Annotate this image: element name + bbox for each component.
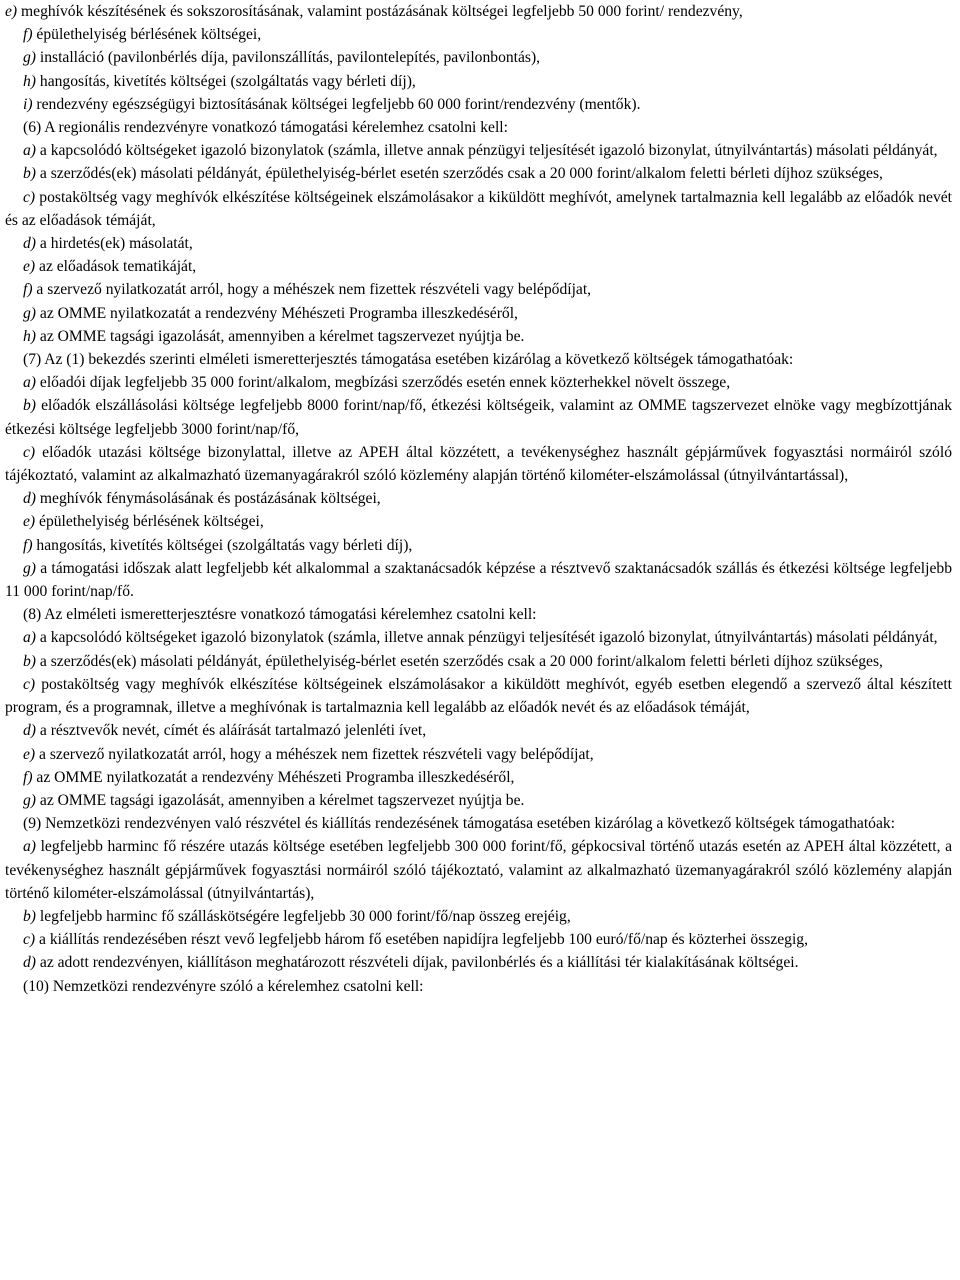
- item-label: b): [23, 907, 36, 925]
- item-text: (6) A regionális rendezvényre vonatkozó támogatási kérelemhez csatolni kell:: [23, 119, 508, 137]
- list-item: [5, 789, 952, 812]
- item-text: az adott rendezvényen, kiállításon meghatározott részvételi díjak, pavilonbérlés és a kiállítási tér kialakításának költségei.: [36, 954, 799, 972]
- item-text: rendezvény egészségügyi biztosításának költségei legfeljebb 60 000 forint/rendezvény (mentők).: [32, 95, 641, 113]
- item-text: legfeljebb harminc fő szálláskötségére legfeljebb 30 000 forint/fő/nap összeg erejéig,: [36, 907, 571, 925]
- item-text: előadók utazási költsége bizonylattal, illetve az APEH által közzétett, a tevékenységhez használt gépjárművek fogyasztási normáiról szóló tájékoztató, valamint az alkalmazható üzemanyagárakról szóló közlemény alapján történő kilométer-elszámolással (útnyilvántartással),: [5, 443, 952, 485]
- item-text: a szervező nyilatkozatát arról, hogy a méhészek nem fizettek részvételi vagy belépődíjat,: [32, 281, 592, 299]
- item-label: c): [23, 188, 36, 206]
- item-text: a hirdetés(ek) másolatát,: [36, 235, 193, 253]
- item-text: hangosítás, kivetítés költségei (szolgáltatás vagy bérleti díj),: [36, 72, 416, 90]
- item-label: a): [23, 142, 36, 160]
- item-text: meghívók készítésének és sokszorosításának, valamint postázásának költségei legfeljebb 50 000 forint/ rendezvény,: [17, 3, 743, 20]
- list-item: [5, 626, 952, 649]
- item-text: meghívók fénymásolásának és postázásának költségei,: [36, 490, 381, 508]
- item-label: g): [23, 304, 36, 322]
- list-item: [5, 186, 952, 232]
- item-label: f): [23, 26, 33, 44]
- item-label: g): [23, 559, 36, 577]
- list-item: [5, 70, 952, 93]
- list-item: [5, 394, 952, 440]
- list-item: [5, 557, 952, 603]
- list-item: [5, 928, 952, 951]
- item-text: az OMME tagsági igazolását, amennyiben a kérelmet tagszervezet nyújtja be.: [36, 791, 525, 809]
- item-label: a): [23, 629, 36, 647]
- section-paragraph: [5, 812, 952, 835]
- item-label: e): [23, 513, 36, 531]
- item-label: d): [23, 235, 36, 253]
- list-item: [5, 441, 952, 487]
- list-item: [5, 255, 952, 278]
- list-item: [5, 487, 952, 510]
- item-text: (10) Nemzetközi rendezvényre szóló a kérelemhez csatolni kell:: [23, 977, 424, 995]
- item-label: d): [23, 954, 36, 972]
- item-text: a kapcsolódó költségeket igazoló bizonylatok (számla, illetve annak pénzügyi teljesítését igazoló bizonylat, útnyilvántartás) másolati példányát,: [36, 142, 938, 160]
- item-text: épülethelyiség bérlésének költségei,: [32, 26, 262, 44]
- item-text: postaköltség vagy meghívók elkészítése költségeinek elszámolásakor a kiküldött meghívót, egyéb esetben elegendő a szervező által készített program, és a programnak, illetve a meghívónak is tartalmaznia kell legalább az előadók nevét és az előadások témáját,: [5, 675, 952, 717]
- list-item: [5, 46, 952, 69]
- item-text: a szerződés(ek) másolati példányát, épülethelyiség-bérlet esetén szerződés csak a 20 000 forint/alkalom feletti bérleti díjhoz szükséges,: [36, 652, 883, 670]
- item-label: a): [23, 374, 36, 392]
- item-label: e): [23, 258, 36, 276]
- item-text: a szerződés(ek) másolati példányát, épülethelyiség-bérlet esetén szerződés csak a 20 000 forint/alkalom feletti bérleti díjhoz szükséges,: [36, 165, 883, 183]
- section-paragraph: [5, 116, 952, 139]
- item-label: f): [23, 281, 33, 299]
- list-item: [5, 835, 952, 905]
- item-text: (7) Az (1) bekezdés szerinti elméleti ismeretterjesztés támogatása esetében kizárólag a következő költségek támogathatóak:: [23, 351, 794, 369]
- list-item: [5, 766, 952, 789]
- item-label: h): [23, 327, 36, 345]
- item-label: e): [5, 3, 18, 20]
- item-label: d): [23, 490, 36, 508]
- list-item: [5, 951, 952, 974]
- item-label: c): [23, 675, 36, 693]
- item-label: f): [23, 768, 33, 786]
- item-text: hangosítás, kivetítés költségei (szolgáltatás vagy bérleti díj),: [32, 536, 413, 554]
- list-item: [5, 650, 952, 673]
- list-item: [5, 0, 952, 23]
- item-label: f): [23, 536, 33, 554]
- section-paragraph: [5, 975, 952, 998]
- item-text: installáció (pavilonbérlés díja, pavilonszállítás, pavilontelepítés, pavilonbontás),: [36, 49, 541, 67]
- item-text: a támogatási időszak alatt legfeljebb két alkalommal a szaktanácsadók képzése a résztvevő szaktanácsadók szállás és étkezési költsége legfeljebb 11 000 forint/nap/fő.: [5, 559, 952, 601]
- item-text: a résztvevők nevét, címét és aláírását tartalmazó jelenléti ívet,: [36, 722, 427, 740]
- item-label: c): [23, 443, 36, 461]
- item-text: (9) Nemzetközi rendezvényen való részvétel és kiállítás rendezésének támogatása esetében kizárólag a következő költségek támogathatóak:: [23, 815, 895, 833]
- list-item: [5, 325, 952, 348]
- item-text: legfeljebb harminc fő részére utazás költsége esetében legfeljebb 300 000 forint/fő, gépkocsival történő utazás esetén az APEH által közzétett, a tevékenységhez használt gépjárművek fogyasztási normáiról szóló tájékoztató, valamint az alkalmazható üzemanyagárakról szóló közlemény alapján történő kilométer-elszámolással (útnyilvántartás),: [5, 838, 952, 902]
- list-item: [5, 232, 952, 255]
- section-paragraph: [5, 348, 952, 371]
- section-paragraph: [5, 603, 952, 626]
- item-text: az OMME nyilatkozatát a rendezvény Méhészeti Programba illeszkedéséről,: [36, 304, 518, 322]
- item-text: a szervező nyilatkozatát arról, hogy a méhészek nem fizettek részvételi vagy belépődíjat,: [35, 745, 594, 763]
- item-label: c): [23, 931, 36, 949]
- list-item: [5, 534, 952, 557]
- item-label: d): [23, 722, 36, 740]
- item-label: a): [23, 838, 36, 856]
- item-text: a kapcsolódó költségeket igazoló bizonylatok (számla, illetve annak pénzügyi teljesítését igazoló bizonylat, útnyilvántartás) másolati példányát,: [36, 629, 938, 647]
- list-item: [5, 510, 952, 533]
- list-item: [5, 278, 952, 301]
- item-text: előadók elszállásolási költsége legfeljebb 8000 forint/nap/fő, étkezési költségeik, valamint az OMME tagszervezet elnöke vagy megbízottjának étkezési költsége legfeljebb 3000 forint/nap/fő,: [5, 397, 952, 438]
- item-label: g): [23, 791, 36, 809]
- item-label: b): [23, 652, 36, 670]
- list-item: [5, 93, 952, 116]
- list-item: [5, 905, 952, 928]
- item-label: h): [23, 72, 36, 90]
- list-item: [5, 139, 952, 162]
- list-item: [5, 673, 952, 719]
- item-text: az előadások tematikáját,: [35, 258, 197, 276]
- list-item: [5, 23, 952, 46]
- item-label: b): [23, 165, 36, 183]
- item-text: (8) Az elméleti ismeretterjesztésre vonatkozó támogatási kérelemhez csatolni kell:: [23, 606, 537, 624]
- item-text: az OMME tagsági igazolását, amennyiben a kérelmet tagszervezet nyújtja be.: [36, 327, 525, 345]
- item-label: b): [23, 397, 36, 415]
- list-item: [5, 371, 952, 394]
- item-text: a kiállítás rendezésében részt vevő legfeljebb három fő esetében napidíjra legfeljebb 100 euró/fő/nap és közterhei összegig,: [35, 931, 809, 949]
- item-label: g): [23, 49, 36, 67]
- list-item: [5, 162, 952, 185]
- item-text: épülethelyiség bérlésének költségei,: [35, 513, 264, 531]
- list-item: [5, 719, 952, 742]
- list-item: [5, 743, 952, 766]
- item-text: előadói díjak legfeljebb 35 000 forint/alkalom, megbízási szerződés esetén ennek közterhekkel növelt összege,: [36, 374, 731, 392]
- list-item: [5, 302, 952, 325]
- item-text: postaköltség vagy meghívók elkészítése költségeinek elszámolásakor a kiküldött meghívót, amelynek tartalmaznia kell legalább az előadók nevét és az előadások témáját,: [5, 188, 952, 229]
- item-label: i): [23, 95, 33, 113]
- item-label: e): [23, 745, 36, 763]
- item-text: az OMME nyilatkozatát a rendezvény Méhészeti Programba illeszkedéséről,: [32, 768, 515, 786]
